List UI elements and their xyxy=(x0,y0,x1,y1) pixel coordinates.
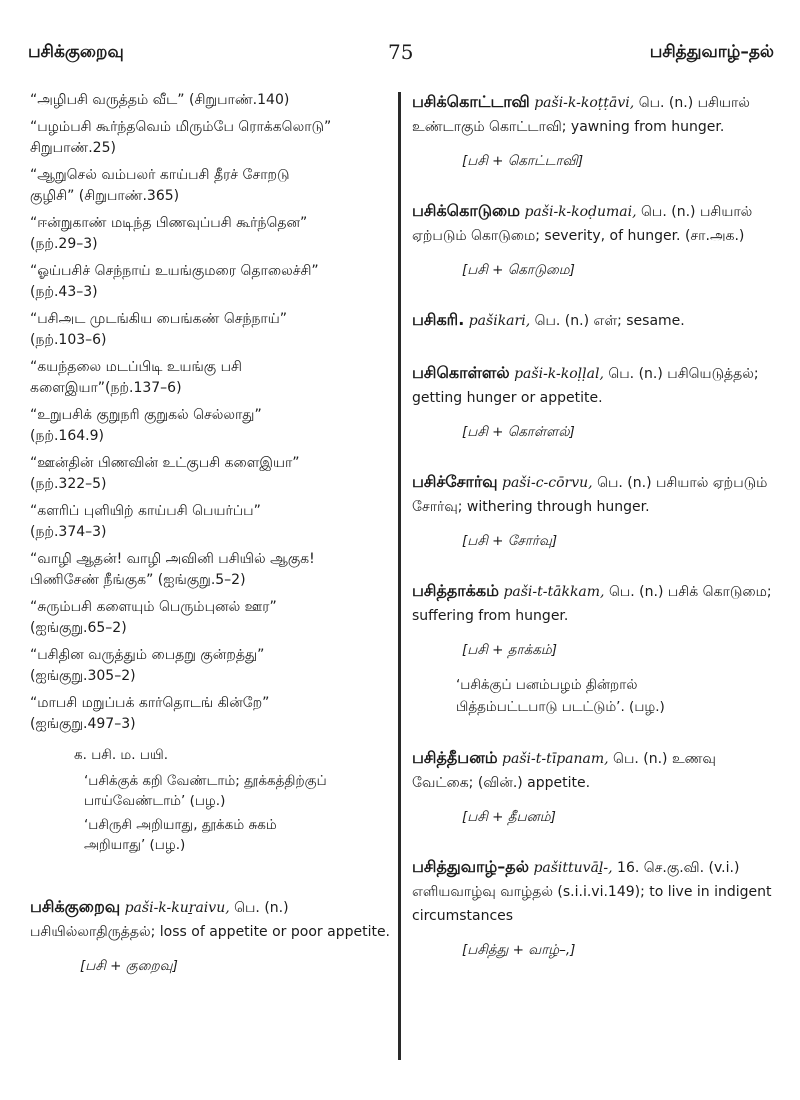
quotation-line: (நற்.374–3) xyxy=(30,524,107,540)
quotation-line: “பழம்பசி கூர்ந்தவெம் மிரும்பே ரொக்கலொடு” xyxy=(30,119,332,135)
quotation-line: “கயந்தலை மடப்பிடி உயங்கு பசி xyxy=(30,359,242,375)
dictionary-entry xyxy=(30,895,390,976)
quotation-line: களைஇயா”(நற்.137–6) xyxy=(30,380,182,396)
entry-pos: பெ. (n.) xyxy=(608,366,663,382)
page-number: 75 xyxy=(388,40,414,64)
entry-pos: பெ. (n.) xyxy=(613,751,668,767)
quotation-line: பிணிசேண் நீங்குக” (ஐங்குறு.5–2) xyxy=(30,572,246,588)
entry-body xyxy=(30,895,390,944)
quotation xyxy=(30,90,390,111)
entry-etymology: [பசி + கொடுமை] xyxy=(462,262,575,278)
entry-headword: பசிக்கொடுமை xyxy=(412,201,521,220)
quotation-line: “வாழி ஆதன்! வாழி அவினி பசியில் ஆகுக! xyxy=(30,551,315,567)
quotation xyxy=(30,549,390,591)
quotation xyxy=(30,309,390,351)
entry-transliteration: paši-k-koḷḷal, xyxy=(514,366,604,382)
entry-pos: பெ. (n.) xyxy=(638,95,694,111)
quotation-line: “களரிப் புளியிற் காய்பசி பெயர்ப்ப” xyxy=(30,503,261,519)
dictionary-entry xyxy=(412,199,772,280)
entry-headword: பசித்தீபனம் xyxy=(412,748,498,767)
quotation xyxy=(30,117,390,159)
header-last-headword: பசித்துவாழ்–தல் xyxy=(649,42,774,62)
entry-definition: பசியில்லாதிருத்தல்; loss of appetite or poor appetite. xyxy=(30,924,391,940)
entry-transliteration: paši-t-tīpanam, xyxy=(502,751,609,767)
quotation-line: “மாபசி மறுப்பக் கார்தொடங் கின்றே” xyxy=(30,695,270,711)
entry-body xyxy=(412,361,772,410)
entry-etymology: [பசி + தாக்கம்] xyxy=(462,642,558,658)
entry-headword: பசிக்குறைவு xyxy=(30,897,121,916)
quotation-line: குழிசி” (சிறுபாண்.365) xyxy=(30,188,180,204)
entry-etymology: [பசித்து + வாழ்–,] xyxy=(462,942,576,958)
entry-pos: பெ. (n.) xyxy=(234,900,289,916)
entry-body xyxy=(412,855,772,928)
quotation-line: (நற்.43–3) xyxy=(30,284,98,300)
quotation-line: “உறுபசிக் குறுநரி குறுகல் செல்லாது” xyxy=(30,407,262,423)
entry-body xyxy=(412,199,772,248)
entry-transliteration: paši-t-tākkam, xyxy=(503,584,605,600)
entry-body xyxy=(412,308,772,333)
dictionary-entry xyxy=(412,855,772,960)
dictionary-entry xyxy=(412,308,772,333)
entry-etymology: [பசி + குறைவு] xyxy=(80,958,178,974)
entry-transliteration: pašikari, xyxy=(468,313,531,329)
quotation-line: (நற்.322–5) xyxy=(30,476,107,492)
right-column xyxy=(412,90,772,988)
entry-etymology: [பசி + கொள்ளல்] xyxy=(462,424,575,440)
quotation xyxy=(30,501,390,543)
quotation-line: “ஆறுசெல் வம்பலர் காய்பசி தீரச் சோறடு xyxy=(30,167,290,183)
proverbs-list xyxy=(30,771,390,855)
quotation-line: “பசிதின வருத்தும் பைதறு குன்றத்து” xyxy=(30,647,265,663)
quotation xyxy=(30,645,390,687)
entry-etymology: [பசி + சோர்வு] xyxy=(462,533,558,549)
quotation-line: (ஐங்குறு.497–3) xyxy=(30,716,136,732)
entry-body xyxy=(412,579,772,628)
quotation-line: “ஓய்பசிச் செந்நாய் உயங்குமரை தொலைச்சி” xyxy=(30,263,319,279)
entry-pos: பெ. (n.) xyxy=(608,584,664,600)
entry-transliteration: pašittuvāḻ-, xyxy=(533,860,613,876)
quotation-line: “ஈன்றுகாண் மடிந்த பிணவுப்பசி கூர்ந்தென” xyxy=(30,215,308,231)
quotation-line: சிறுபாண்.25) xyxy=(30,140,116,156)
proverb-line: அறியாது’ (பழ.) xyxy=(84,837,186,853)
quotation-line: (நற்.164.9) xyxy=(30,428,104,444)
entry-pos: 16. செ.கு.வி. xyxy=(617,860,705,876)
proverb-line: பாய்வேண்டாம்’ (பழ.) xyxy=(84,793,226,809)
quotation xyxy=(30,693,390,735)
dictionary-entry xyxy=(412,90,772,171)
entry-definition: பசியால் உண்டாகும் கொட்டாவி; yawning from hunger. xyxy=(412,95,750,135)
entry-headword: பசித்துவாழ்–தல் xyxy=(412,857,529,876)
entry-headword: பசிகரி. xyxy=(412,310,465,329)
quotation-line: “ஊன்தின் பிணவின் உட்குபசி களைஇயா” xyxy=(30,455,300,471)
dictionary-entry xyxy=(412,579,772,718)
entry-transliteration: paši-c-cōrvu, xyxy=(502,475,593,491)
entry-etymology: [பசி + கொட்டாவி] xyxy=(462,153,584,169)
entry-etymology: [பசி + தீபனம்] xyxy=(462,809,556,825)
entry-definition: பசிக் கொடுமை; suffering from hunger. xyxy=(412,584,772,624)
quotation-line: (நற்.103–6) xyxy=(30,332,107,348)
quotation xyxy=(30,405,390,447)
dictionary-entry xyxy=(412,361,772,442)
cognates-line: க. பசி. ம. பயி. xyxy=(74,747,169,763)
entry-body xyxy=(412,470,772,519)
entry-definition: பசியால் ஏற்படும் கொடுமை; severity, of hunger. (சா.அக.) xyxy=(412,204,753,244)
saying-line: ‘பசிக்குப் பனம்பழம் தின்றால் xyxy=(456,677,638,693)
dictionary-entry xyxy=(412,470,772,551)
entry-transliteration: paši-k-koḍumai, xyxy=(524,204,637,220)
page-header xyxy=(28,38,774,72)
quotation-line: (ஐங்குறு.305–2) xyxy=(30,668,136,684)
quotation xyxy=(30,357,390,399)
entry-definition: பசியால் ஏற்படும் சோர்வு; withering through hunger. xyxy=(412,475,768,515)
quotation xyxy=(30,597,390,639)
quotation-line: “பசிஅட முடங்கிய பைங்கண் செந்நாய்” xyxy=(30,311,287,327)
entry-body xyxy=(412,90,772,139)
quotation xyxy=(30,453,390,495)
entry-pos: பெ. (n.) xyxy=(597,475,652,491)
quotation-line: (ஐங்குறு.65–2) xyxy=(30,620,127,636)
entry-body xyxy=(412,746,772,795)
header-first-headword: பசிக்குறைவு xyxy=(28,42,124,62)
dictionary-entry xyxy=(412,746,772,827)
quotation xyxy=(30,261,390,303)
left-column xyxy=(30,90,390,1004)
quotation xyxy=(30,213,390,255)
entry-headword: பசித்தாக்கம் xyxy=(412,581,499,600)
quotation xyxy=(30,165,390,207)
proverb-line: ‘பசிருசி அறியாது, தூக்கம் சுகம் xyxy=(84,817,277,833)
saying-line: பித்தம்பட்டபாடு படட்டும்’. (பழ.) xyxy=(456,699,665,715)
entry-pos: பெ. (n.) xyxy=(641,204,696,220)
entry-sayings xyxy=(456,674,772,718)
quotations-list xyxy=(30,90,390,735)
entry-pos: பெ. (n.) xyxy=(534,313,590,329)
entry-transliteration: paši-k-kuṟaivu, xyxy=(124,900,230,916)
entry-definition: உணவு வேட்கை; (வின்.) appetite. xyxy=(412,751,716,791)
entry-transliteration: paši-k-koṭṭāvi, xyxy=(534,95,635,111)
column-divider xyxy=(398,92,401,1060)
entry-headword: பசிச்சோர்வு xyxy=(412,472,498,491)
quotation-line: “அழிபசி வருத்தம் வீட” (சிறுபாண்.140) xyxy=(30,92,290,108)
entry-headword: பசிக்கொட்டாவி xyxy=(412,92,530,111)
entry-definition: பசியெடுத்தல்; getting hunger or appetite. xyxy=(412,366,759,406)
quotation-line: “சுரும்பசி களையும் பெரும்புனல் ஊர” xyxy=(30,599,277,615)
proverb-line: ‘பசிக்குக் கறி வேண்டாம்; தூக்கத்திற்குப் xyxy=(84,773,327,789)
entry-definition: (v.i.) எளியவாழ்வு வாழ்தல் (s.i.i.vi.149); to live in indigent circumstances xyxy=(412,860,772,924)
entry-headword: பசிகொள்ளல் xyxy=(412,363,510,382)
quotation-line: (நற்.29–3) xyxy=(30,236,98,252)
proverb xyxy=(84,771,390,811)
entry-definition: எள்; sesame. xyxy=(593,313,685,329)
proverb xyxy=(84,815,390,855)
